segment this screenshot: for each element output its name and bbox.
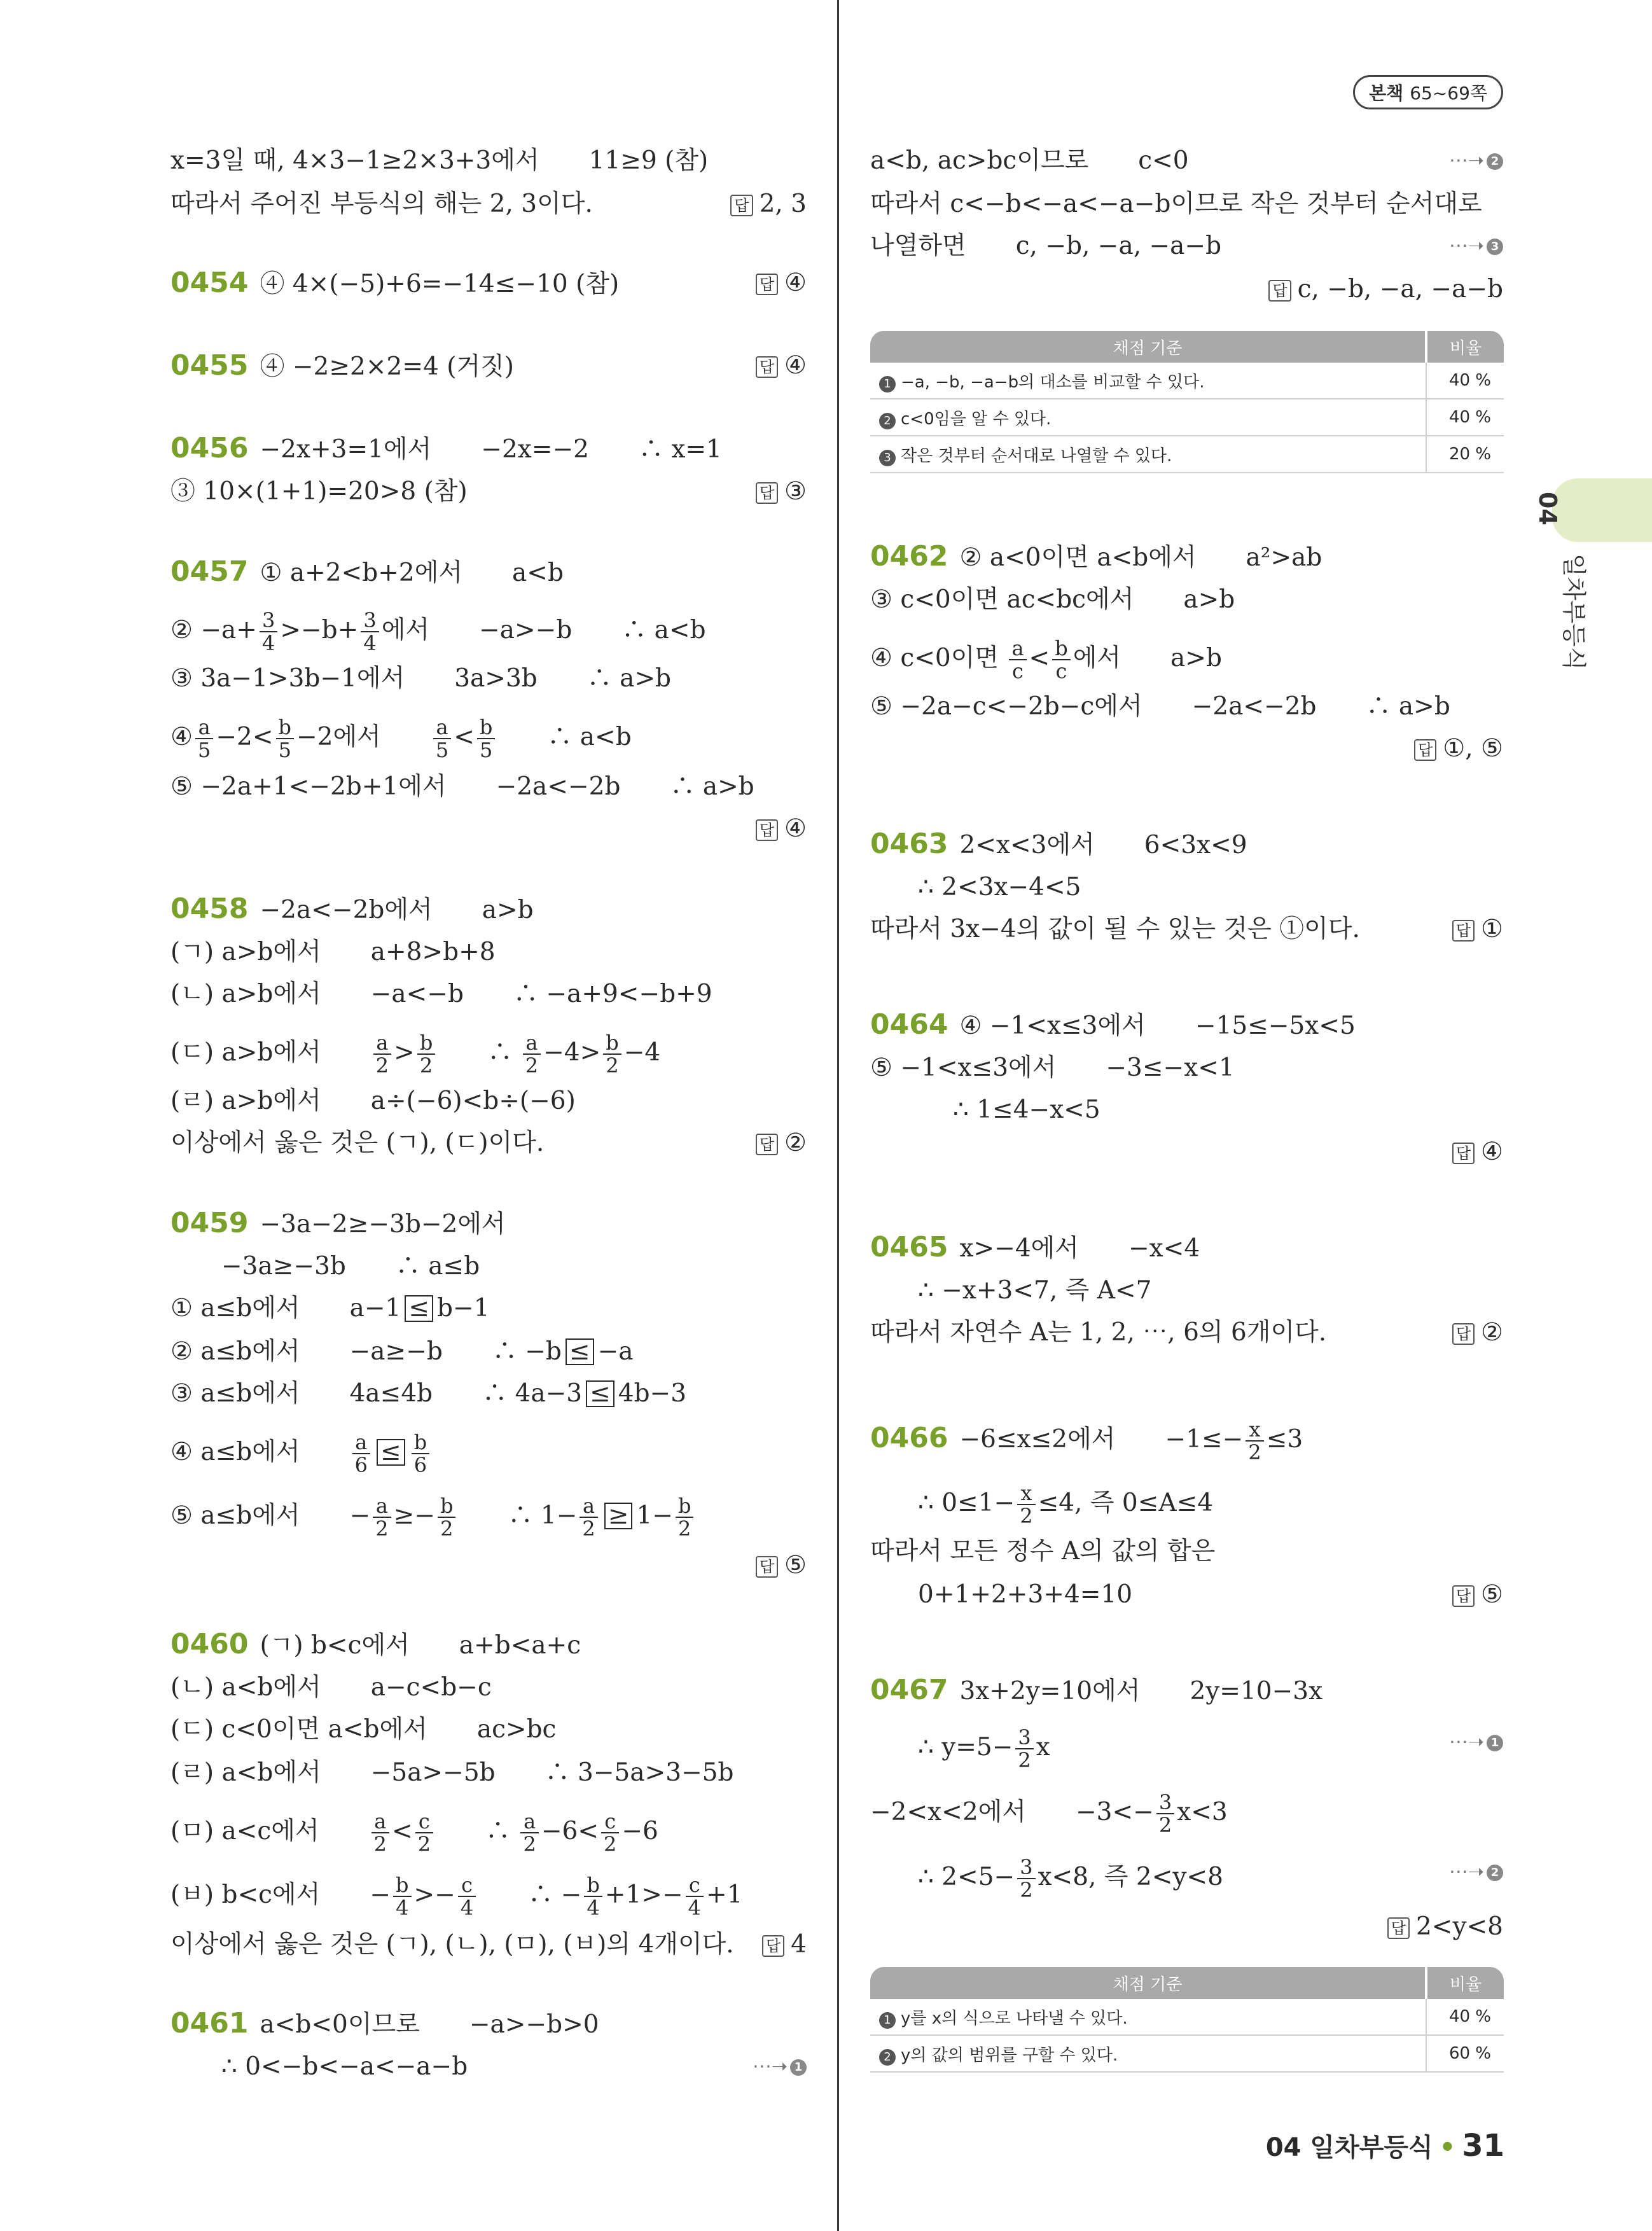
answer-mark: 답 ①, ⑤: [1414, 733, 1503, 765]
column-divider: [837, 0, 839, 2231]
answer-mark: 답 2<y<8: [1387, 1911, 1503, 1943]
text-line: 따라서 c<−b<−a<−a−b이므로 작은 것부터 순서대로: [870, 190, 1482, 218]
answer-mark: 답 ①: [1452, 914, 1503, 945]
step-marker: ⋯➝ 1: [1449, 1727, 1503, 1758]
problem-0456: 0456 −2x+3=1에서 −2x=−2 ∴ x=1: [170, 432, 722, 464]
problem-0459: 0459 −3a−2≥−3b−2에서: [170, 1207, 506, 1239]
text-line: 이상에서 옳은 것은 (ㄱ), (ㄴ), (ㅁ), (ㅂ)의 4개이다.: [170, 1930, 734, 1959]
text-line: ② −a+ $\frac{3}{4}$ >−b+ $\frac{3}{4}$ 에서 −a>−b ∴ a<b: [170, 608, 706, 655]
problem-0457: 0457 ① a+2<b+2에서 a<b: [170, 555, 564, 588]
answer-mark: 답 ③: [756, 476, 807, 508]
answer-mark: 답 4: [762, 1929, 807, 1961]
text-line: ∴ y=5− $\frac{3}{2}$ x: [918, 1725, 1050, 1772]
text-line: ⑤ −2a−c<−2b−c에서 −2a<−2b ∴ a>b: [870, 692, 1450, 721]
step-marker: ⋯➝ 3: [1449, 230, 1503, 262]
text-line: ① a≤b에서 a−1 ≤ b−1: [170, 1294, 490, 1323]
text-line: a<b, ac>bc이므로 c<0: [870, 146, 1189, 175]
text-line: ∴ 2<5− $\frac{3}{2}$ x<8, 즉 2<y<8: [918, 1855, 1223, 1902]
text-line: (ㄷ) a>b에서 $\frac{a}{2}$ > $\frac{b}{2}$ ∴ $\frac{a}{2}$ −4> $\frac{b}{2}$ −4: [170, 1031, 661, 1078]
answer-mark: 답 c, −b, −a, −a−b: [1268, 274, 1503, 305]
text-line: ∴ 0≤1− $\frac{x}{2}$ ≤4, 즉 0≤A≤4: [918, 1481, 1214, 1528]
table-row: 1 y를 x의 식으로 나타낼 수 있다. 40 %: [870, 1999, 1504, 2035]
text-line: ∴ 2<3x−4<5: [918, 873, 1081, 901]
text-line: ⑤ −2a+1<−2b+1에서 −2a<−2b ∴ a>b: [170, 772, 754, 801]
answer-mark: 답 ④: [1452, 1136, 1503, 1168]
answer-mark: 답 ⑤: [1452, 1579, 1503, 1611]
text-line: −2<x<2에서 −3<− $\frac{3}{2}$ x<3: [870, 1790, 1228, 1837]
chapter-title: 일차부등식: [1560, 553, 1588, 671]
text-line: ④ a≤b에서 $\frac{a}{6}$ ≤ $\frac{b}{6}$: [170, 1431, 432, 1476]
answer-mark: 답 ⑤: [756, 1550, 807, 1581]
chapter-number: 04: [1534, 492, 1562, 525]
step-marker: ⋯➝ 2: [1449, 1856, 1503, 1888]
text-line: ③ c<0이면 ac<bc에서 a>b: [870, 585, 1235, 614]
text-line: ② a≤b에서 −a≥−b ∴ −b ≤ −a: [170, 1337, 634, 1366]
text-line: ⑤ a≤b에서 − $\frac{a}{2}$ ≥− $\frac{b}{2}$ ∴ 1− $\frac{a}{2}$ ≥ 1− $\frac{b}{2}$: [170, 1495, 696, 1539]
text-line: ③ a≤b에서 4a≤4b ∴ 4a−3 ≤ 4b−3: [170, 1379, 687, 1408]
text-line: ∴ −x+3<7, 즉 A<7: [918, 1276, 1152, 1305]
page-number: 31: [1462, 2128, 1504, 2164]
answer-mark: 답 ④: [756, 350, 807, 382]
text-line: (ㄴ) a<b에서 a−c<b−c: [170, 1673, 492, 1702]
text-line: ③ 3a−1>3b−1에서 3a>3b ∴ a>b: [170, 664, 672, 693]
problem-0460: 0460 (ㄱ) b<c에서 a+b<a+c: [170, 1628, 581, 1660]
text-line: ④ $\frac{a}{5}$ −2< $\frac{b}{5}$ −2에서 $\frac{a}{5}$ < $\frac{b}{5}$ ∴ a<b: [170, 715, 632, 762]
text-line: (ㅂ) b<c에서 − $\frac{b}{4}$ >− $\frac{c}{4}$ ∴ − $\frac{b}{4}$ +1>− $\frac{c}{4}$ +1: [170, 1873, 743, 1920]
text-line: 나열하면 c, −b, −a, −a−b: [870, 232, 1222, 260]
text-line: (ㅁ) a<c에서 $\frac{a}{2}$ < $\frac{c}{2}$ ∴ $\frac{a}{2}$ −6< $\frac{c}{2}$ −6: [170, 1809, 658, 1856]
grading-table-1: 채점 기준 비율 1 −a, −b, −a−b의 대소를 비교할 수 있다. 40 % 2 c<0임을 알 수 있다. 40 % 3 작은 것부터 순서대로 나열할 수 있다. 20 %: [870, 331, 1504, 473]
problem-0466: 0466 −6≤x≤2에서 −1≤− $\frac{x}{2}$ ≤3: [870, 1417, 1303, 1464]
step-marker: ⋯➝ 2: [1449, 145, 1503, 177]
problem-0458: 0458 −2a<−2b에서 a>b: [170, 893, 534, 925]
problem-0465: 0465 x>−4에서 −x<4: [870, 1231, 1200, 1263]
text-line: (ㄷ) c<0이면 a<b에서 ac>bc: [170, 1715, 557, 1744]
problem-0461: 0461 a<b<0이므로 −a>−b>0: [170, 2007, 599, 2040]
page-footer: 04 일차부등식 • 31: [1265, 2128, 1504, 2164]
problem-0464: 0464 ④ −1<x≤3에서 −15≤−5x<5: [870, 1008, 1356, 1041]
page-ref-badge: 본책 65~69쪽: [1353, 75, 1503, 109]
table-row: 3 작은 것부터 순서대로 나열할 수 있다. 20 %: [870, 436, 1504, 473]
text-line: 이상에서 옳은 것은 (ㄱ), (ㄷ)이다.: [170, 1129, 545, 1157]
text-line: (ㄹ) a>b에서 a÷(−6)<b÷(−6): [170, 1087, 576, 1115]
chapter-side-tab: [1552, 478, 1652, 542]
problem-0463: 0463 2<x<3에서 6<3x<9: [870, 828, 1247, 860]
text-line: ③ 10×(1+1)=20>8 (참): [170, 477, 468, 506]
problem-0454: 0454 ④ 4×(−5)+6=−14≤−10 (참): [170, 267, 620, 299]
text-line: ∴ 1≤4−x<5: [953, 1095, 1100, 1124]
problem-0455: 0455 ④ −2≥2×2=4 (거짓): [170, 349, 515, 382]
text-line: 따라서 3x−4의 값이 될 수 있는 것은 ①이다.: [870, 915, 1360, 943]
step-marker: ⋯➝ 1: [753, 2051, 807, 2083]
text-line: x=3일 때, 4×3−1≥2×3+3에서 11≥9 (참): [170, 146, 709, 175]
text-line: 0+1+2+3+4=10: [918, 1580, 1133, 1609]
text-line: (ㄴ) a>b에서 −a<−b ∴ −a+9<−b+9: [170, 980, 712, 1008]
text-line: (ㄹ) a<b에서 −5a>−5b ∴ 3−5a>3−5b: [170, 1758, 734, 1787]
answer-mark: 답 ②: [1452, 1317, 1503, 1349]
table-row: 2 y의 값의 범위를 구할 수 있다. 60 %: [870, 2035, 1504, 2072]
text-line: ⑤ −1<x≤3에서 −3≤−x<1: [870, 1053, 1235, 1082]
text-line: (ㄱ) a>b에서 a+8>b+8: [170, 938, 496, 966]
problem-0467: 0467 3x+2y=10에서 2y=10−3x: [870, 1674, 1323, 1706]
answer-mark: 답 ④: [756, 267, 807, 299]
problem-0462: 0462 ② a<0이면 a<b에서 a²>ab: [870, 540, 1322, 573]
text-line: 따라서 모든 정수 A의 값의 합은: [870, 1537, 1216, 1566]
table-row: 1 −a, −b, −a−b의 대소를 비교할 수 있다. 40 %: [870, 363, 1504, 399]
text-line: 따라서 주어진 부등식의 해는 2, 3이다.: [170, 190, 593, 218]
answer-mark: 답 ④: [756, 813, 807, 845]
text-line: ∴ 0<−b<−a<−a−b: [221, 2052, 468, 2081]
text-line: −3a≥−3b ∴ a≤b: [221, 1252, 480, 1281]
table-row: 2 c<0임을 알 수 있다. 40 %: [870, 399, 1504, 436]
grading-table-2: 채점 기준 비율 1 y를 x의 식으로 나타낼 수 있다. 40 % 2 y의 값의 범위를 구할 수 있다. 60 %: [870, 1967, 1504, 2073]
text-line: 따라서 자연수 A는 1, 2, ⋯, 6의 6개이다.: [870, 1318, 1327, 1347]
answer-mark: 답 ②: [756, 1127, 807, 1159]
text-line: ④ c<0이면 $\frac{a}{c}$ < $\frac{b}{c}$ 에서 a>b: [870, 636, 1222, 683]
answer-mark: 답 2, 3: [730, 188, 807, 220]
